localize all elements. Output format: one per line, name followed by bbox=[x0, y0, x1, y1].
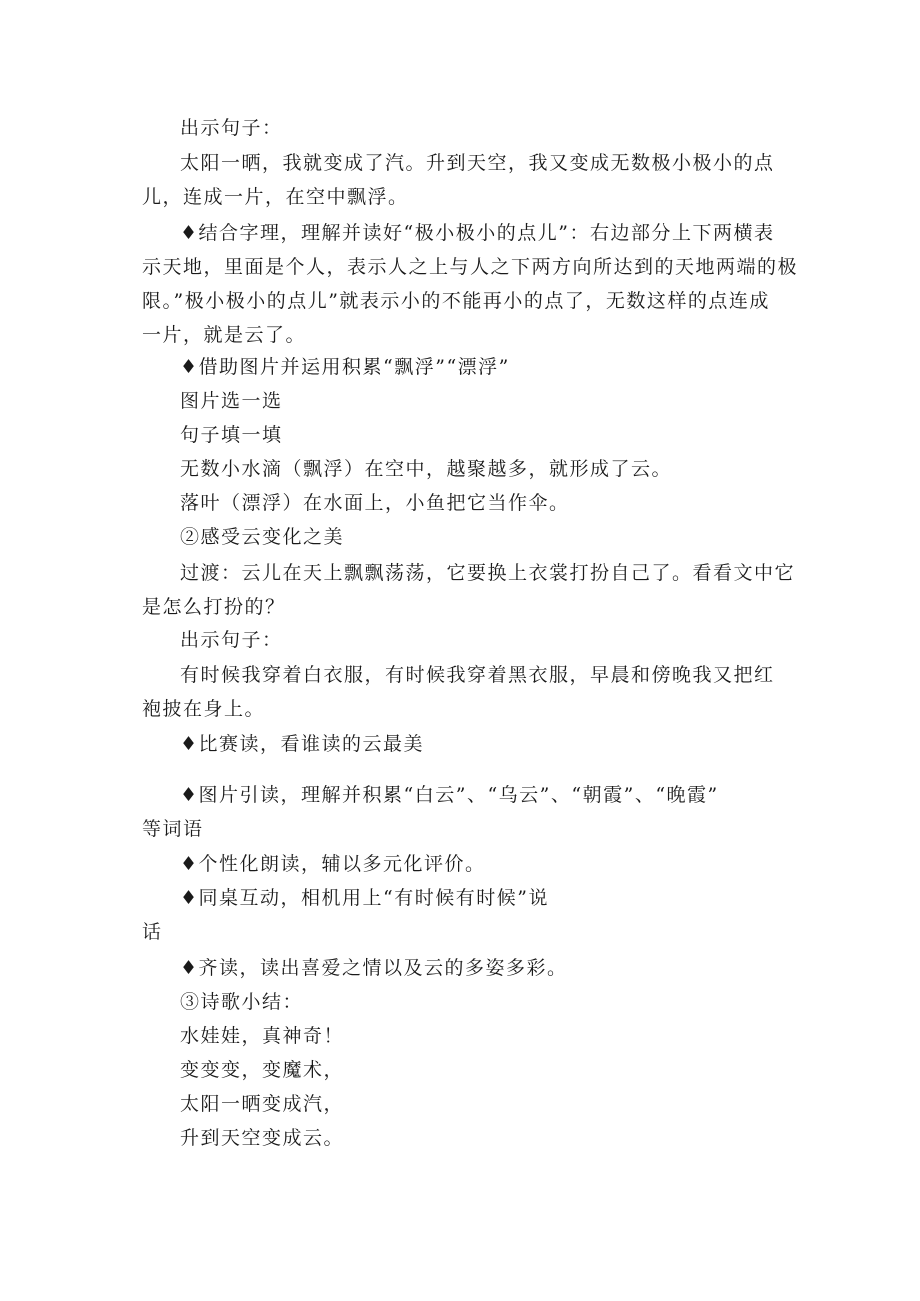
paragraph-picture-guide bbox=[142, 778, 786, 846]
paragraph-contest-read: ♦比赛读，看谁读的云最美 bbox=[180, 733, 425, 755]
paragraph-line: 袍披在身上。 bbox=[142, 698, 266, 720]
section-heading-2: ②感受云变化之美 bbox=[180, 526, 345, 548]
paragraph-show-sentence-2: 出示句子： bbox=[180, 629, 283, 651]
paragraph-transition bbox=[142, 556, 796, 624]
paragraph-line: 太阳一晒，我就变成了汽。升到天空，我又变成无数极小极小的点 bbox=[180, 152, 775, 174]
paragraph-line: 限。”极小极小的点儿”就表示小的不能再小的点了，无数这样的点连成 bbox=[142, 290, 770, 312]
paragraph-example-2: 落叶（漂浮）在水面上，小鱼把它当作伞。 bbox=[180, 492, 570, 514]
paragraph-line: 是怎么打扮的？ bbox=[142, 596, 286, 618]
paragraph-example-1: 无数小水滴（飘浮）在空中，越聚越多，就形成了云。 bbox=[180, 458, 673, 480]
paragraph-picture-help: ♦借助图片并运用积累“飘浮”“漂浮” bbox=[180, 356, 510, 378]
poem-line-2: 变变变，变魔术， bbox=[180, 1059, 345, 1081]
paragraph-line: 一片，就是云了。 bbox=[142, 324, 307, 346]
paragraph-clothes-sentence bbox=[142, 658, 786, 726]
paragraph-show-sentence-1: 出示句子： bbox=[180, 117, 283, 139]
poem-line-3: 太阳一晒变成汽， bbox=[180, 1093, 345, 1115]
paragraph-character-analysis bbox=[142, 216, 799, 352]
paragraph-line: 有时候我穿着白衣服，有时候我穿着黑衣服，早晨和傍晚我又把红 bbox=[180, 664, 775, 686]
paragraph-read-together: ♦齐读，读出喜爱之情以及云的多姿多彩。 bbox=[180, 957, 568, 979]
section-heading-3: ③诗歌小结： bbox=[180, 991, 304, 1013]
paragraph-desk-mate-wrap: 话 bbox=[142, 921, 163, 943]
paragraph-line: 示天地，里面是个人，表示人之上与人之下两方向所达到的天地两端的极 bbox=[142, 256, 799, 278]
paragraph-line: ♦结合字理，理解并读好“极小极小的点儿”：右边部分上下两横表 bbox=[180, 222, 775, 244]
paragraph-personal-read: ♦个性化朗读，辅以多元化评价。 bbox=[180, 853, 486, 875]
paragraph-line: ♦图片引读，理解并积累“白云”、“乌云”、“朝霞”、“晚霞” bbox=[180, 784, 719, 806]
paragraph-sun-sentence bbox=[142, 146, 786, 214]
paragraph-picture-choose: 图片选一选 bbox=[180, 390, 283, 412]
paragraph-line: 等词语 bbox=[142, 818, 204, 840]
paragraph-line: 过渡：云儿在天上飘飘荡荡，它要换上衣裳打扮自己了。看看文中它 bbox=[180, 562, 796, 584]
poem-line-1: 水娃娃，真神奇！ bbox=[180, 1025, 345, 1047]
paragraph-fill-sentence: 句子填一填 bbox=[180, 424, 283, 446]
paragraph-desk-mate: ♦同桌互动，相机用上“有时候有时候”说 bbox=[180, 887, 549, 909]
paragraph-line: 儿，连成一片，在空中飘浮。 bbox=[142, 186, 409, 208]
poem-line-4: 升到天空变成云。 bbox=[180, 1127, 345, 1149]
